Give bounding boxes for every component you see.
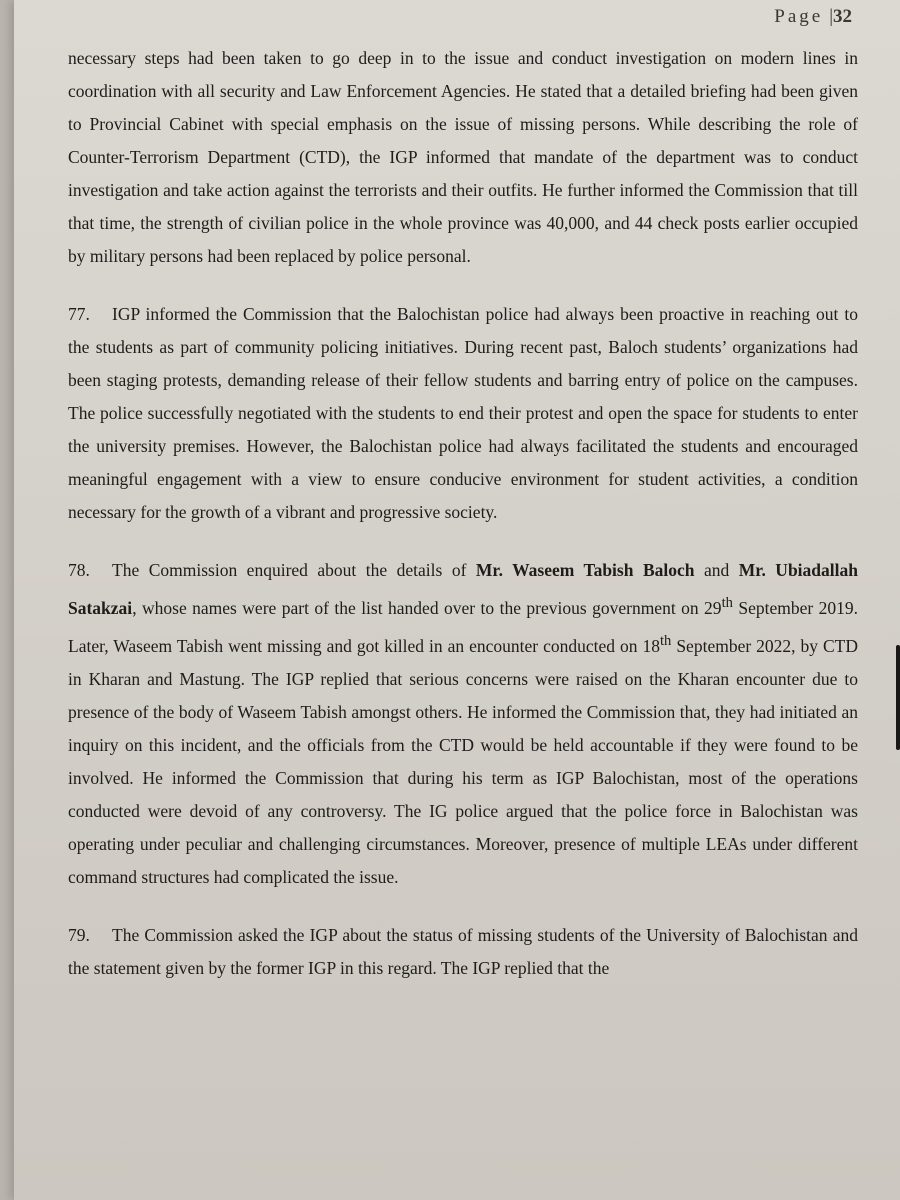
document-body	[68, 42, 858, 985]
text-segment: IGP informed the Commission that the Balochistan police had always been proactive in reaching out to the students as part of community policing initiatives. During recent past, Baloch students’ organizations had been staging protests, demanding release of their fellow students and barring entry of police on the campuses. The police successfully negotiated with the students to end their protest and open the space for students to enter the university premises. However, the Balochistan police had always facilitated the students and encouraged meaningful engagement with a view to ensure conducive environment for student activities, a condition necessary for the growth of a vibrant and progressive society.	[68, 304, 858, 522]
page-number: 32	[833, 6, 852, 27]
paragraph-text	[68, 560, 858, 887]
page-label: Page	[774, 6, 824, 27]
paragraph-text	[68, 304, 858, 522]
page-header	[774, 6, 852, 28]
bold-name-ubiadallah: Mr. Ubiadallah Satakzai	[68, 560, 858, 618]
text-segment: , whose names were part of the list handed over to the previous government on 29	[132, 597, 722, 618]
paragraph-number: 77.	[68, 304, 90, 324]
text-segment: necessary steps had been taken to go deep in to the issue and conduct investigation on modern lines in coordination with all security and Law Enforcement Agencies. He stated that a detailed briefing had been given to Provincial Cabinet with special emphasis on the issue of missing persons. While describing the role of Counter-Terrorism Department (CTD), the IGP informed that mandate of the department was to conduct investigation and take action against the terrorists and their outfits. He further informed the Commission that till that time, the strength of civilian police in the whole province was 40,000, and 44 check posts earlier occupied by military persons had been replaced by police personal.	[68, 48, 858, 266]
text-segment: September 2022, by CTD in Kharan and Mastung. The IGP replied that serious concerns were raised on the Kharan encounter due to presence of the body of Waseem Tabish amongst others. He informed the Commission that, they had initiated an inquiry on this incident, and the officials from the CTD would be held accountable if they were found to be involved. He informed the Commission that during his term as IGP Balochistan, most of the operations conducted were devoid of any controversy. The IG police argued that the police force in Balochistan was operating under peculiar and challenging circumstances. Moreover, presence of multiple LEAs under different command structures had complicated the issue.	[68, 635, 858, 887]
document-page	[14, 0, 900, 1200]
text-segment: and	[694, 560, 739, 580]
paragraph-text	[68, 48, 858, 266]
ordinal-suffix: th	[721, 595, 733, 611]
text-segment: The Commission enquired about the details of	[112, 560, 476, 580]
text-segment: The Commission asked the IGP about the status of missing students of the University of Balochistan and the statement given by the former IGP in this regard. The IGP replied that the	[68, 924, 858, 978]
paragraph-number: 79.	[68, 924, 90, 945]
paragraph-79	[68, 919, 858, 985]
margin-pen-mark	[896, 645, 900, 750]
paragraph-77	[68, 298, 858, 529]
paragraph-number: 78.	[68, 560, 90, 580]
paragraph-78	[68, 554, 858, 894]
text-segment: September 2019. Later, Waseem Tabish went missing and got killed in an encounter conducted on 18	[68, 597, 858, 656]
paragraph-text	[68, 925, 858, 978]
page-separator: |	[829, 6, 833, 27]
paragraph-continued	[68, 42, 858, 273]
bold-name-waseem: Mr. Waseem Tabish Baloch	[475, 560, 695, 580]
ordinal-suffix: th	[660, 632, 672, 649]
